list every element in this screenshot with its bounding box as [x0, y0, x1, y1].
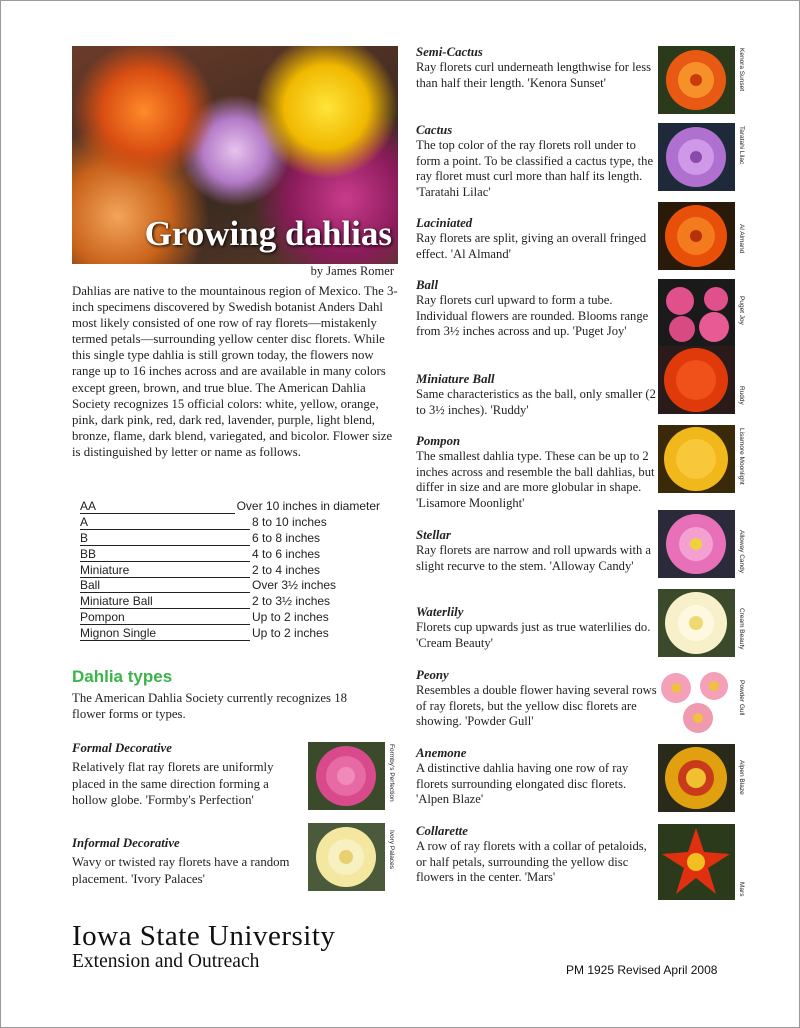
- type-name: Anemone: [416, 746, 467, 760]
- author-byline: by James Romer: [310, 264, 394, 278]
- type-description: Wavy or twisted ray florets have a random placement. 'Ivory Palaces': [72, 855, 290, 886]
- university-logo: Iowa State University: [72, 920, 336, 952]
- publication-info: PM 1925 Revised April 2008: [566, 963, 718, 977]
- type-description: Resembles a double flower having several rows of ray florets, but the yellow disc florets are showing. 'Powder Gull': [416, 683, 657, 729]
- dahlia-type: [416, 746, 658, 808]
- size-row: [80, 594, 380, 610]
- photo-caption: Alloway Candy: [738, 530, 745, 573]
- photo-caption: Lisamore Moonlight: [738, 428, 745, 485]
- type-description: Ray florets curl upward to form a tube. Individual flowers are rounded. Blooms range from 3½ inches across and up. 'Puget Joy': [416, 293, 649, 339]
- size-row: [80, 626, 380, 642]
- photo-caption: Cream Beauty: [738, 608, 745, 650]
- type-name: Peony: [416, 668, 449, 682]
- flower-photo: [658, 279, 735, 347]
- dahlia-type: [416, 372, 658, 418]
- type-description: The smallest dahlia type. These can be up to 2 inches across and resemble the ball dahlias, but differ in size and are more globular in shape. 'Lisamore Moonlight': [416, 449, 655, 510]
- flower-photo: [658, 824, 735, 900]
- type-description: Florets cup upwards just as true waterlilies do. 'Cream Beauty': [416, 620, 651, 650]
- intro-paragraph: Dahlias are native to the mountainous region of Mexico. The 3-inch specimens discovered by Swedish botanist Anders Dahl most likely consisted of one row of ray florets—mistakenly termed petals—surrounding yellow center disc florets. While this single type dahlia is still grown today, the flowers now range up to 16 inches across and are available in many colors except green, brown, and true blue. The American Dahlia Society recognizes 15 official colors: white, yellow, orange, pink, dark pink, red, dark red, lavender, purple, light blend, bronze, flame, dark blend, variegated, and bicolor. Flower size is distinguished by letter or name as follows.: [72, 284, 398, 459]
- type-name: Pompon: [416, 434, 461, 448]
- photo-caption: Powder Gull: [738, 680, 745, 716]
- flower-photo: [658, 744, 735, 812]
- size-label: AA: [80, 500, 235, 514]
- flower-photo: [658, 202, 735, 270]
- type-description: Ray florets are split, giving an overall fringed effect. 'Al Almand': [416, 231, 647, 261]
- size-label: Pompon: [80, 611, 250, 625]
- photo-caption: Ivory Palaces: [388, 830, 395, 870]
- size-row: [80, 578, 380, 594]
- size-label: Miniature: [80, 564, 250, 578]
- type-name: Semi-Cactus: [416, 45, 483, 59]
- dahlia-type: [416, 668, 658, 730]
- size-list: [80, 499, 380, 642]
- size-row: [80, 547, 380, 563]
- flower-photo: [658, 510, 735, 578]
- dahlia-type: [416, 528, 658, 574]
- size-value: 2 to 4 inches: [252, 562, 321, 577]
- type-name: Ball: [416, 278, 439, 292]
- type-name: Cactus: [416, 123, 453, 137]
- type-name: Informal Decorative: [72, 836, 180, 850]
- photo-caption: Formby's Perfection: [388, 744, 395, 802]
- type-description: A row of ray florets with a collar of petaloids, or half petals, surrounding the yellow disc flowers in the center. 'Mars': [416, 839, 647, 885]
- type-description: A distinctive dahlia having one row of ray florets surrounding elongated disc florets. 'Alpen Blaze': [416, 761, 629, 807]
- size-value: Up to 2 inches: [252, 610, 329, 625]
- page-title: Growing dahlias: [144, 214, 392, 253]
- size-row: [80, 563, 380, 579]
- section-heading: Dahlia types: [72, 667, 173, 686]
- size-label: BB: [80, 548, 250, 562]
- dahlia-type: [416, 824, 658, 886]
- type-description: Relatively flat ray florets are uniformly placed in the same direction forming a hollow globe. 'Formby's Perfection': [72, 760, 274, 807]
- size-value: Over 3½ inches: [252, 578, 337, 593]
- photo-caption: Taratahi Lilac: [738, 126, 745, 165]
- type-description: Ray florets are narrow and roll upwards with a slight recurve to the stem. 'Alloway Candy': [416, 543, 652, 573]
- flower-photo: [658, 668, 735, 736]
- dahlia-type: [72, 836, 302, 887]
- dahlia-type: [72, 741, 302, 809]
- photo-caption: Ruddy: [738, 386, 745, 405]
- type-name: Miniature Ball: [416, 372, 495, 386]
- size-value: 4 to 6 inches: [252, 546, 321, 561]
- size-label: A: [80, 516, 250, 530]
- size-row: [80, 531, 380, 547]
- flower-photo: [658, 123, 735, 191]
- dahlia-type: [416, 123, 658, 200]
- type-description: Ray florets curl underneath lengthwise for less than half their length. 'Kenora Sunset': [416, 60, 652, 90]
- size-value: 2 to 3½ inches: [252, 594, 331, 609]
- dahlia-type: [416, 434, 658, 511]
- flower-photo: [658, 425, 735, 493]
- photo-caption: Al Almand: [738, 224, 745, 254]
- photo-caption: Mars: [738, 882, 745, 897]
- size-value: Up to 2 inches: [252, 626, 329, 641]
- section-intro: The American Dahlia Society currently recognizes 18 flower forms or types.: [72, 691, 348, 721]
- size-value: 6 to 8 inches: [252, 530, 321, 545]
- flower-photo: [308, 742, 385, 810]
- dahlia-type: [416, 605, 658, 651]
- size-value: Over 10 inches in diameter: [236, 499, 380, 513]
- flower-photo: [658, 46, 735, 114]
- size-label: Ball: [80, 579, 250, 593]
- hero-photo: [72, 46, 398, 264]
- photo-caption: Alpen Blaze: [738, 760, 745, 795]
- size-row: [80, 515, 380, 531]
- type-name: Formal Decorative: [72, 741, 172, 755]
- flower-photo: [658, 346, 735, 414]
- size-label: Miniature Ball: [80, 595, 250, 609]
- size-label: B: [80, 532, 250, 546]
- extension-label: Extension and Outreach: [72, 951, 260, 972]
- size-row: [80, 610, 380, 626]
- type-description: Same characteristics as the ball, only smaller (2 to 3½ inches). 'Ruddy': [416, 387, 656, 417]
- flower-photo: [308, 823, 385, 891]
- photo-caption: Puget Joy: [738, 296, 745, 325]
- type-name: Waterlily: [416, 605, 464, 619]
- size-row: [80, 499, 380, 515]
- photo-caption: Kenora Sunset: [738, 48, 745, 92]
- type-name: Collarette: [416, 824, 468, 838]
- dahlia-type: [416, 278, 658, 340]
- flower-photo: [658, 589, 735, 657]
- type-description: The top color of the ray florets roll under to form a point. To be classified a cactus type, the ray floret must curl more than half its length. 'Taratahi Lilac': [416, 138, 654, 199]
- dahlia-type: [416, 45, 658, 91]
- size-label: Mignon Single: [80, 627, 250, 641]
- size-value: 8 to 10 inches: [252, 514, 327, 529]
- type-name: Laciniated: [416, 216, 473, 230]
- type-name: Stellar: [416, 528, 451, 542]
- dahlia-type: [416, 216, 658, 262]
